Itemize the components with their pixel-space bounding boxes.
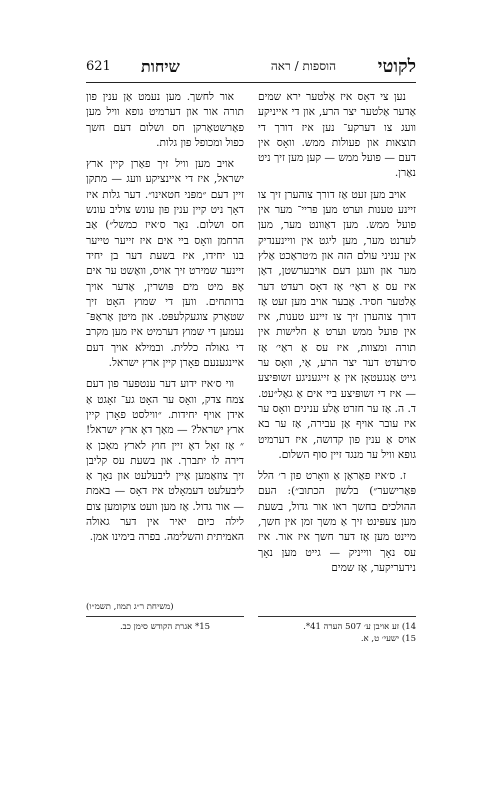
footnote-rule bbox=[258, 616, 416, 617]
page-number: 621 bbox=[86, 59, 111, 74]
running-header bbox=[86, 56, 416, 80]
footnote-left: 15* אגרת הקודש סימן כב. bbox=[119, 622, 211, 632]
header-rule bbox=[86, 82, 416, 83]
paragraph: נען צי דאָס איז אַלטער ירא שמים אַדער אַלטער יצר הרע, און די אייניקע וועג צו דערקע־ נען איז דורך די תוצאות און פעולות ממש. וואָס אין דעם — פועל ממש — קען מען זיך ניט נאַרן. bbox=[258, 91, 416, 180]
footnote: 14) זע אויבן ע׳ 507 הערה 41*. bbox=[303, 622, 416, 632]
paragraph: אויב מען זעט אַז דורך צוהערן זיך צו זיינע טענות וערט מען פריי־ מער אין פועל ממש. מען דאַוונט מער, מען לערנט מער, מען ליגט אין וויינענדיק אין עניני עולם הזה און מ׳טראַכט אַלץ מער און וועגן דעם אויבערשטן, דאַן איז עס אַ ראַי׳ אַז דאָס רעדט דער אַלטער חסיד. אַבער אויב מען זעט אַז דורך צוהערן זיך צו זיינע טענות, איז אין פועל ממש וערט אַ חלישות אין תורה ומצוות, איז עס אַ ראַי׳ אַז ס׳רעדט דער יצר הרע, אַי, וואָס ער גייט אַנגעטאָן אין אַ זייגעניגע זשופּיצע — איז די זשופּיצע ביי אים אַ גאַל״עט. ד. ה. אַז ער חזרט אַלע ענינים וואָס ער איז עובר אויף אַן עבירה, אַז ער בא אויס אַ ענין פון קדושה, איז דערמיט גופא וויל ער מנגד זיין סוף השלום. bbox=[258, 188, 416, 461]
footnote: 15) ישעי׳ ט, א. bbox=[360, 634, 416, 644]
footnotes-right bbox=[258, 621, 416, 645]
header-shichos: שיחות bbox=[141, 57, 180, 76]
source-note: (משיחת ר״ג תמוז, תשמ״ו) bbox=[86, 602, 174, 612]
paragraph: ז. ס׳איז פאַראַן אַ וואָרט פון ר׳ הלל פּאַרישער״) בלשון הכתוב״): העם ההולכים בחשך ראו אור גדול, בשעת מען צעפּינט זיך אַ משך זמן אין חשך, מיינט מען אַז דער חשך איז אור. איז עס נאָך ווייניק — גייט מען נאָך נידעריקער, אַז שמים bbox=[258, 470, 416, 574]
header-brand: לקוטי bbox=[377, 56, 416, 77]
left-column bbox=[86, 90, 244, 552]
right-column bbox=[258, 90, 416, 582]
paragraph: ווי ס׳איז ידוע דער ענטפער פון דעם צמח צדק, וואָס ער האָט גע־ זאָגט אַ אידן אויף יחידות. ״ווילסט פאָרן קיין ארץ ישראל? — מאַך דאָ ארץ ישראל!״ אַז זאָל דאָ זיין חוץ לארץ מאַכן אַ דירה לו יתברך. און בשעת עס קליבן זיך צוזאַמען אַיין ליבעלעט און נאָך אַ ליבעלעט דעמאָלט איז דאָס — באמת — אור גדול. אַז מען וועט צוקומען צום לילה כיום יאיר אין דער גאולה האמיתית והשלימה. בפרה בימינו אמן. bbox=[86, 378, 244, 544]
header-section: הוספות / ראה bbox=[270, 59, 336, 73]
footnote-rule bbox=[86, 616, 244, 617]
paragraph: אור לחשך. מען נעמט אַן ענין פון תורה אור און דערמיט גופא וויל מען פאַרשטאַרקן חס ושלום דעם חשך כפול ומכופל פון גלות. bbox=[86, 91, 244, 149]
paragraph: אויב מען וויל זיך פאַרן קיין ארץ ישראל, איז די איינציקע וועג — מתקן זיין דעם ״מפּני חטאינו״. דער גלות איז דאָך ניט קיין ענין פון עונש צוליב עונש חס ושלום. נאָר ס׳איז כמשל״) אַב הרחמן וואָס ביי אים איז זייער טייער בנו יחידו, איז בשעת דער בן יחיד זיינער שמירט זיך אויס, וואַשט ער אים אָפּ מיט מים פּושרין, אַדער אויך ברותחים. ווען די שמוץ האָט זיך שטאַרק צוגעקלעפּט. און מיטן אַראַפּ־ נעמען די שמוץ דערמיט איז מען מקרב די גאולה כללית. ובמילא אויך דעם איינגענעם פאָרן קיין ארץ ישראל. bbox=[86, 158, 244, 370]
